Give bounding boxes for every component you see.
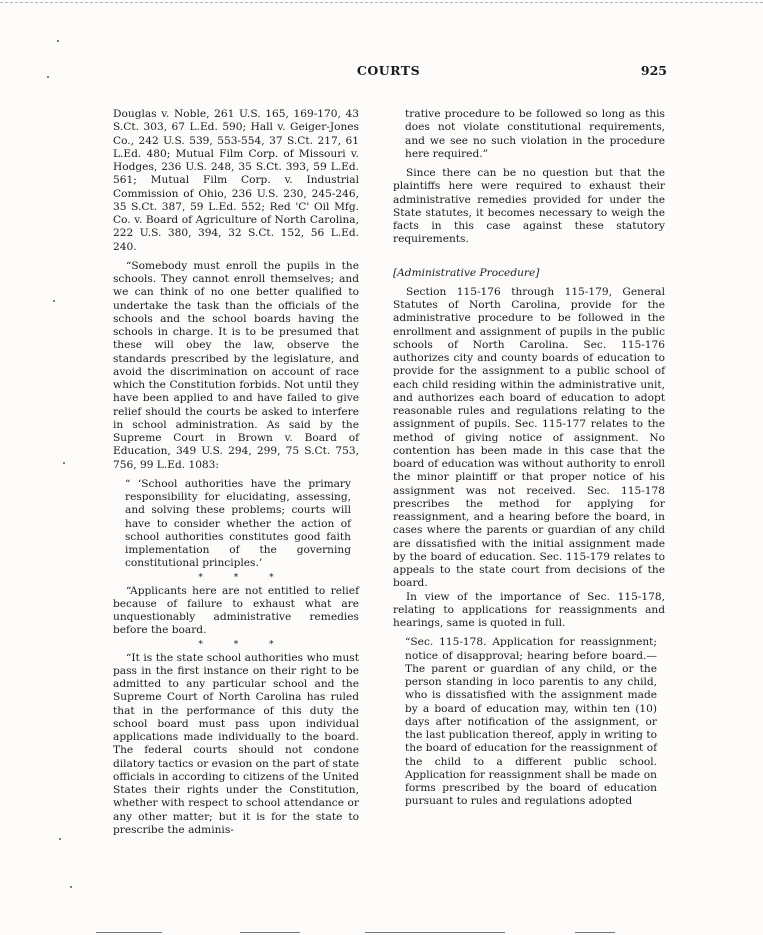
footer-rule-4 [575, 932, 615, 933]
paragraph-statutes: Section 115-176 through 115-179, General Statutes of North Carolina, provide for the administrative procedure to be followed in the enrollment and assignment of pupils in the public schools of North Carolina. Sec. 115-176 authorizes city and county boards of education to provide for the assignment to a public school of each child residing within the administrative unit, and authorizes each board of education to adopt reasonable rules and regulations relating to the assignment of pupils. Sec. 115-177 relates to the method of giving notice of assignment. No contention has been made in this case that the board of education was without authority to enroll the minor plaintiff or that proper notice of his assignment was not received. Sec. 115-178 prescribes the method for applying for reassignment, and a hearing before the board, in cases where the parents or guardian of any child are dissatisfied with the initial assignment made by the board of education. Sec. 115-179 relates to appeals to the state court from decisions of the board. [393, 285, 665, 590]
citation-continuation: Douglas v. Noble, 261 U.S. 165, 169-170, 43 S.Ct. 303, 67 L.Ed. 590; Hall v. Geiger-Jones Co., 242 U.S. 539, 553-554, 37 S.Ct. 217, 61 L.Ed. 480; Mutual Film Corp. of Missouri v. Hodges, 236 U.S. 248, 35 S.Ct. 393, 59 L.Ed. 561; Mutual Film Corp. v. Industrial Commission of Ohio, 236 U.S. 230, 245-246, 35 S.Ct. 387, 59 L.Ed. 552; Red 'C' Oil Mfg. Co. v. Board of Agriculture of North Carolina, 222 U.S. 380, 394, 32 S.Ct. 152, 56 L.Ed. 240. [113, 108, 359, 253]
top-dashed-border [0, 2, 763, 3]
ellipsis-2: * * * [198, 639, 288, 650]
scan-speck [59, 838, 61, 840]
scan-speck [47, 76, 49, 78]
scan-speck [63, 462, 65, 464]
paragraph-exhaust-remedies: Since there can be no question but that the plaintiffs here were required to exhaust their administrative remedies provided for under the State statutes, it becomes necessary to weigh the facts in this case against these statutory requirements. [393, 167, 665, 246]
right-column [393, 108, 665, 809]
scan-speck [70, 886, 72, 888]
quote-paragraph-1: “Somebody must enroll the pupils in the schools. They cannot enroll themselves; and we can think of no one better qualified to undertake the task than the officials of the schools and the school boards having the schools in charge. It is to be presumed that these will obey the law, observe the standards prescribed by the legislature, and avoid the discrimination on account of race which the Constitution forbids. Not until they have been applied to and have failed to give relief should the courts be asked to interfere in school administration. As said by the Supreme Court in Brown v. Board of Education, 349 U.S. 294, 299, 75 S.Ct. 753, 756, 99 L.Ed. 1083: [113, 259, 359, 471]
running-header [110, 63, 667, 83]
ellipsis-1: * * * [198, 572, 288, 583]
scan-speck [57, 40, 59, 42]
footer-rule-2 [240, 932, 300, 933]
nested-quote-paragraph: “ ‘School authorities have the primary responsibility for elucidating, assessing, and solving these problems; courts will have to consider whether the action of school authorities constitutes good faith implementation of the governing constitutional principles.’ [125, 477, 351, 570]
running-head-title: COURTS [356, 63, 421, 78]
left-column [113, 108, 359, 837]
quote-paragraph-4: “It is the state school authorities who must pass in the first instance on their right to be admitted to any particular school and the Supreme Court of North Carolina has ruled that in the performance of this duty the school board must pass upon individual applications made individually to the board. The federal courts should not condone dilatory tactics or evasion on the part of state officials in according to citizens of the United States their rights under the Constitution, whether with respect to school attendance or any other matter; but it is for the state to prescribe the adminis- [113, 651, 359, 836]
scan-speck [53, 300, 55, 302]
quote-continuation: trative procedure to be followed so long as this does not violate constitutional requirements, and we see no such violation in the procedure here required.” [405, 108, 665, 160]
quote-paragraph-3: “Applicants here are not entitled to relief because of failure to exhaust what are unquestionably administrative remedies before the board. [113, 584, 359, 637]
page-number: 925 [640, 63, 667, 78]
paragraph-importance: In view of the importance of Sec. 115-178, relating to applications for reassignments and hearings, same is quoted in full. [393, 590, 665, 629]
footer-rule-1 [96, 932, 162, 933]
footer-rule-3 [365, 932, 505, 933]
section-heading: [Administrative Procedure] [393, 266, 540, 279]
statute-quote: “Sec. 115-178. Application for reassignment; notice of disapproval; hearing before board.—The parent or guardian of any child, or the person standing in loco parentis to any child, who is dissatisfied with the assignment made by a board of education may, within ten (10) days after notification of the assignment, or the last publication thereof, apply in writing to the board of education for the reassignment of the child to a different public school. Application for reassignment shall be made on forms prescribed by the board of education pursuant to rules and regulations adopted [405, 636, 657, 808]
